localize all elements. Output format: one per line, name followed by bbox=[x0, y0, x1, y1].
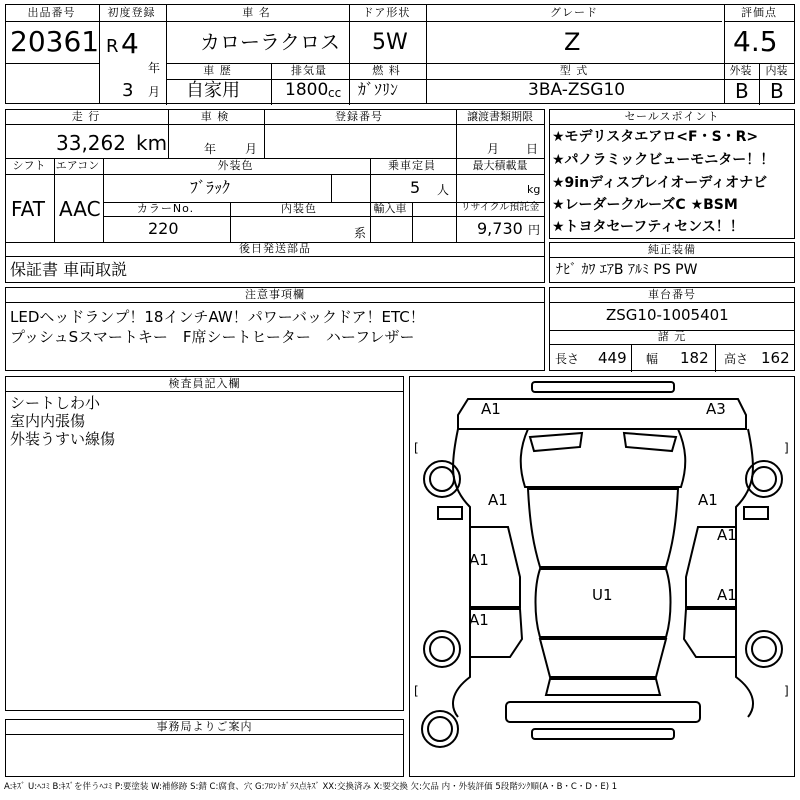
color-label: 外装色 bbox=[217, 159, 254, 172]
car-diagram-svg bbox=[410, 377, 795, 777]
svg-text:[: [ bbox=[414, 441, 419, 455]
transfer-day-unit: 日 bbox=[526, 142, 539, 156]
inspector-line: 外装うすい線傷 bbox=[10, 430, 116, 448]
lot-no: 20361 bbox=[10, 25, 100, 58]
right-rear-door-shape bbox=[684, 609, 736, 657]
mark-front-left: A1 bbox=[481, 400, 501, 418]
mark-front-right: A3 bbox=[706, 400, 726, 418]
chassis-label: 車台番号 bbox=[648, 288, 696, 301]
history-label: 車 歴 bbox=[203, 64, 232, 77]
height-value: 162 bbox=[761, 349, 790, 367]
mileage-value: 33,262 bbox=[56, 131, 126, 155]
sales-line: ★9inディスプレイオーディオナビ bbox=[552, 175, 768, 191]
model-value: 3BA-ZSG10 bbox=[528, 80, 626, 100]
recycle-value: 9,730 bbox=[477, 219, 523, 238]
inspector-line: 室内内張傷 bbox=[10, 412, 86, 430]
door-label: ドア形状 bbox=[362, 6, 411, 19]
ext-grade: B bbox=[735, 79, 749, 103]
svg-text:[: [ bbox=[414, 684, 419, 698]
hood-shape bbox=[521, 429, 686, 487]
mark-left-fender: A1 bbox=[488, 491, 508, 509]
reg-year-unit: 年 bbox=[148, 61, 161, 75]
lot-no-label: 出品番号 bbox=[27, 6, 76, 19]
svg-text:]: ] bbox=[784, 441, 789, 455]
grade-value: Z bbox=[564, 28, 581, 56]
later-parts-value: 保証書 車両取説 bbox=[10, 260, 128, 279]
inspector-line: シートしわ小 bbox=[10, 394, 101, 412]
dims-label: 諸 元 bbox=[657, 330, 687, 343]
displacement-value: 1800 bbox=[285, 80, 329, 100]
rear-hatch-shape bbox=[546, 679, 660, 695]
ext-grade-label: 外装 bbox=[729, 64, 752, 77]
capacity-unit: 人 bbox=[437, 183, 450, 197]
length-label: 長さ bbox=[555, 352, 580, 366]
recycle-unit: 円 bbox=[528, 223, 541, 237]
equip-label: 純正装備 bbox=[648, 243, 696, 256]
windshield-shape bbox=[528, 489, 678, 567]
left-headlight-shape bbox=[530, 433, 582, 451]
loadcap-label: 最大積載量 bbox=[472, 159, 528, 172]
lower-bar-shape bbox=[532, 729, 674, 739]
loadcap-unit: kg bbox=[527, 183, 541, 196]
office-label: 事務局よりご案内 bbox=[156, 720, 253, 733]
left-side-shape bbox=[453, 429, 470, 717]
equip-value: ﾅﾋﾞ ｶﾜ ｴｱB ｱﾙﾐ PS PW bbox=[556, 262, 698, 278]
first-reg-label: 初度登録 bbox=[107, 6, 156, 19]
shift-value: FAT bbox=[11, 197, 46, 221]
color-no-value: 220 bbox=[148, 219, 179, 238]
sales-line: ★レーダークルーズC ★BSM bbox=[552, 197, 738, 213]
notes-line: LEDヘッドランプ！18インチAW！パワーバックドア！ETC！ bbox=[10, 308, 425, 326]
length-value: 449 bbox=[598, 349, 627, 367]
reg-month-unit: 月 bbox=[148, 85, 161, 99]
mileage-label: 走 行 bbox=[71, 110, 101, 123]
reg-year: 4 bbox=[121, 27, 139, 60]
int-grade-label: 内装 bbox=[765, 64, 788, 77]
left-mirror-shape bbox=[438, 507, 462, 519]
era: R bbox=[106, 36, 119, 57]
int-color-label: 内装色 bbox=[281, 202, 317, 215]
displacement-unit: cc bbox=[328, 86, 342, 100]
front-bumper-shape bbox=[458, 399, 746, 429]
int-color-unit: 系 bbox=[354, 226, 367, 240]
inspector-label: 検査員記入欄 bbox=[168, 377, 241, 390]
score-value: 4.5 bbox=[733, 25, 778, 58]
rear-spoiler-shape bbox=[532, 382, 674, 392]
ac-value: AAC bbox=[59, 197, 101, 221]
reg-month: 3 bbox=[122, 80, 134, 101]
model-label: 型 式 bbox=[559, 64, 589, 77]
fuel-value: ｶﾞｿﾘﾝ bbox=[358, 80, 399, 99]
capacity-value: 5 bbox=[410, 178, 421, 197]
mark-right-rear-door: A1 bbox=[717, 586, 737, 604]
fuel-label: 燃 料 bbox=[372, 64, 401, 77]
inspection-label: 車 検 bbox=[200, 110, 230, 123]
history-value: 自家用 bbox=[186, 80, 240, 101]
right-side-shape bbox=[736, 429, 753, 717]
rear-window-shape bbox=[540, 639, 666, 677]
grade-label: グレード bbox=[550, 6, 598, 19]
door-value: 5W bbox=[372, 30, 408, 55]
score-label: 評価点 bbox=[741, 6, 777, 19]
ac-label: エアコン bbox=[55, 159, 100, 172]
car-name-label: 車 名 bbox=[242, 6, 271, 19]
import-label: 輸入車 bbox=[373, 202, 407, 215]
sales-line: ★モデリスタエアロ<F・S・R> bbox=[552, 129, 759, 145]
width-label: 幅 bbox=[646, 352, 659, 366]
color-no-label: カラーNo. bbox=[136, 202, 195, 215]
mark-right-front-door: A1 bbox=[717, 526, 737, 544]
color-value: ﾌﾞﾗｯｸ bbox=[190, 178, 231, 197]
inspection-month-unit: 月 bbox=[245, 142, 258, 156]
reg-no-label: 登録番号 bbox=[335, 110, 383, 123]
displacement-label: 排気量 bbox=[291, 64, 327, 77]
transfer-month-unit: 月 bbox=[487, 142, 500, 156]
right-headlight-shape bbox=[624, 433, 676, 451]
height-label: 高さ bbox=[724, 352, 749, 366]
shift-label: シフト bbox=[12, 159, 46, 172]
notes-label: 注意事項欄 bbox=[245, 288, 305, 301]
mark-right-fender: A1 bbox=[698, 491, 718, 509]
int-grade: B bbox=[770, 79, 784, 103]
width-value: 182 bbox=[680, 349, 709, 367]
chassis-value: ZSG10-1005401 bbox=[606, 306, 729, 324]
car-name: カローラクロス bbox=[200, 30, 340, 54]
sales-line: ★トヨタセーフティセンス！！ bbox=[552, 219, 744, 235]
mark-left-front-door: A1 bbox=[469, 551, 489, 569]
damage-diagram bbox=[409, 376, 795, 777]
right-mirror-shape bbox=[744, 507, 768, 519]
legend-text: A:ｷｽﾞ U:ﾍｺﾐ B:ｷｽﾞを伴うﾍｺﾐ P:要塗装 W:補修跡 S:錆 C:腐食、穴 G:ﾌﾛﾝﾄｶﾞﾗｽ点ｷｽﾞ XX:交換済み X:要交換 欠:欠品 内・外装評価 5段階ﾗﾝｸ順(A・B・C・D・E) 1 bbox=[4, 782, 618, 792]
mileage-unit: km bbox=[136, 131, 168, 155]
later-parts-label: 後日発送部品 bbox=[239, 242, 311, 255]
sales-line: ★パノラミックビューモニター！！ bbox=[552, 152, 775, 168]
recycle-label: リサイクル預託金 bbox=[460, 202, 540, 213]
capacity-label: 乗車定員 bbox=[388, 159, 436, 172]
svg-text:]: ] bbox=[784, 684, 789, 698]
transfer-label: 譲渡書類期限 bbox=[467, 110, 533, 123]
notes-line: プッシュSスマートキー F席シートヒーター ハーフレザー bbox=[10, 328, 415, 346]
mark-roof: U1 bbox=[592, 586, 613, 604]
mark-left-rear-door: A1 bbox=[469, 611, 489, 629]
rear-bumper-shape bbox=[506, 702, 700, 722]
sales-label: セールスポイント bbox=[624, 110, 720, 123]
inspection-year-unit: 年 bbox=[204, 142, 217, 156]
